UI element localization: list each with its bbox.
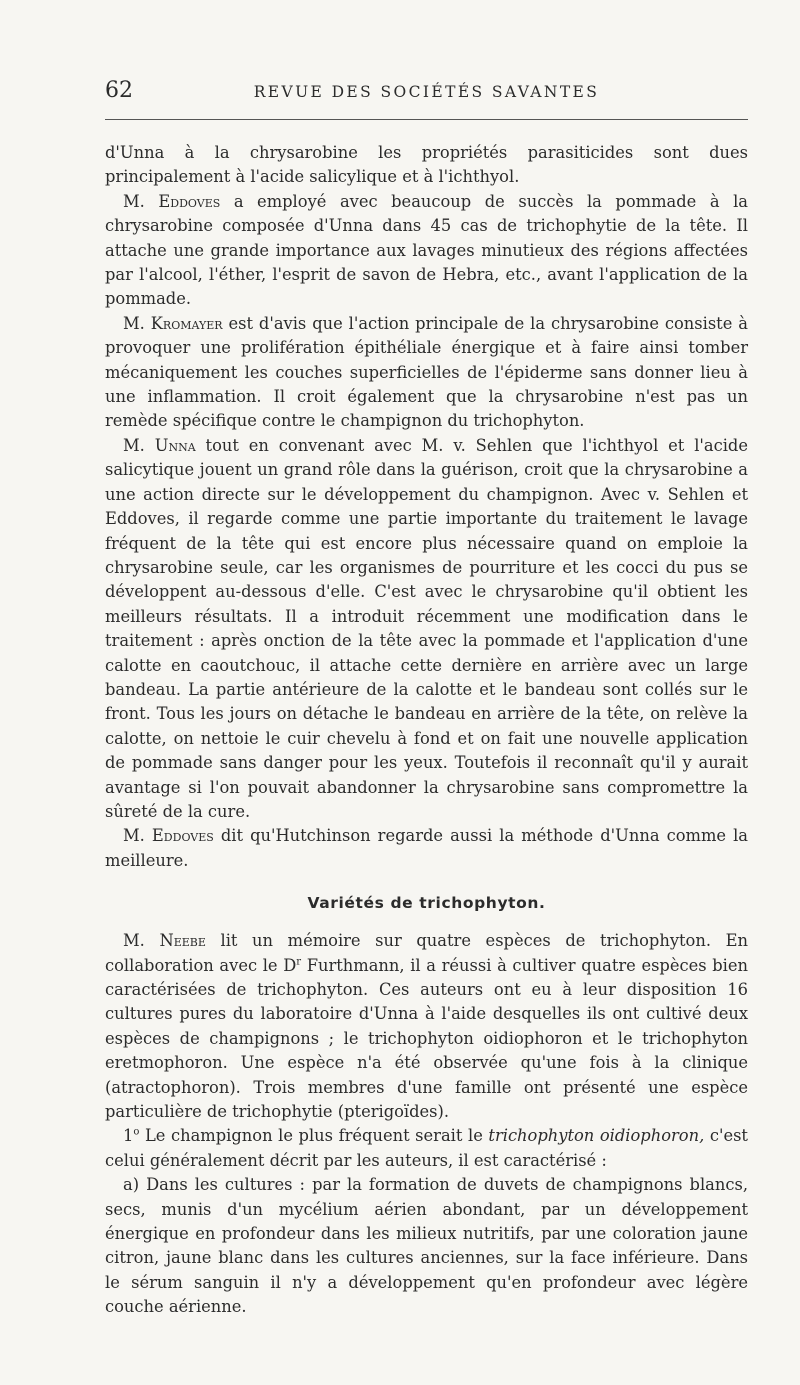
- header-rule: [105, 119, 748, 120]
- person-name: Neebe: [159, 931, 206, 951]
- paragraph: [105, 434, 748, 825]
- paragraph-text: tout en convenant avec M. v. Sehlen que l'ichthyol et l'acide salicytique jouent un grand rôle dans la guérison, croit que la chrysarobine a une action directe sur le développement du champignon. Avec v. Sehlen et Eddoves, il regarde comme une partie importante du traitement le lavage fréquent de la tête qui est encore plus nécessaire quand on emploie la chrysarobine seule, car les organismes de pourriture et les cocci du pus se développent au-dessous d'elle. C'est avec le chrysarobine qu'il obtient les meilleurs résultats. Il a introduit récemment une modification dans le traitement : après onction de la tête avec la pommade et l'application d'une calotte en caoutchouc, il attache cette dernière en arrière avec un large bandeau. La partie antérieure de la calotte et le bandeau sont collés sur le front. Tous les jours on détache le bandeau en arrière de la tête, on relève la calotte, on nettoie le cuir chevelu à fond et on fait une nouvelle application de pommade sans danger pour les yeux. Toutefois il reconnaît qu'il y aurait avantage si l'on pouvait abandonner la chrysarobine sans compromettre la sûreté de la cure.: [105, 435, 748, 821]
- superscript: o: [133, 1127, 140, 1139]
- paragraph: [105, 141, 748, 190]
- paragraph-text: lit un mémoire sur quatre espèces de trichophyton. En collaboration avec le D: [105, 931, 748, 975]
- paragraph: [105, 1124, 748, 1173]
- species-name: trichophyton oidiophoron,: [488, 1126, 705, 1146]
- paragraph-text: d'Unna à la chrysarobine les propriétés parasiticides sont dues principalement à l'acide salicylique et à l'ichthyol.: [105, 143, 748, 187]
- person-name: Kromayer: [150, 313, 223, 333]
- body-text: [105, 141, 748, 1320]
- paragraph-text: a) Dans les cultures : par la formation de duvets de champignons blancs, secs, munis d'un mycélium aérien abondant, par un développement énergique en profondeur dans les milieux nutritifs, par une coloration jaune citron, jaune blanc dans les cultures anciennes, sur la face inférieure. Dans le sérum sanguin il n'y a développement qu'en profondeur avec légère couche aérienne.: [105, 1175, 748, 1317]
- paragraph: [105, 190, 748, 312]
- person-name: Eddoves: [158, 191, 221, 211]
- paragraph-text: Furthmann, il a réussi à cultiver quatre espèces bien caractérisées de trichophyton. Ces auteurs ont eu à leur disposition 16 cultures pures du laboratoire d'Unna à l'aide desquelles ils ont cultivé deux espèces de champignons ; le trichophyton oidiophoron et le trichophyton eretmophoron. Une espèce n'a été observée qu'une fois à la clinique (atractophoron). Trois membres d'une famille ont présenté une espèce particulière de trichophytie (pterigoïdes).: [105, 955, 748, 1122]
- honorific: M.: [123, 826, 145, 846]
- paragraph-text: Le champignon le plus fréquent serait le: [144, 1126, 483, 1146]
- honorific: M.: [123, 191, 145, 211]
- paragraph-text: c'est celui généralement décrit par les auteurs, il est caractérisé :: [105, 1126, 748, 1170]
- running-title: REVUE DES SOCIÉTÉS SAVANTES: [253, 83, 600, 101]
- paragraph: [105, 929, 748, 1124]
- paragraph: [105, 1173, 748, 1319]
- honorific: M.: [123, 313, 145, 333]
- person-name: Eddoves: [151, 826, 214, 846]
- item-number: 1: [123, 1126, 134, 1146]
- section-heading: Variétés de trichophyton.: [307, 894, 546, 913]
- superscript: r: [296, 956, 302, 968]
- person-name: Unna: [154, 435, 196, 455]
- honorific: M.: [123, 435, 145, 455]
- paragraph: [105, 824, 748, 873]
- paragraph-text: a employé avec beaucoup de succès la pommade à la chrysarobine composée d'Unna dans 45 cas de trichophytie de la tête. Il attache une grande importance aux lavages minutieux des régions affectées par l'alcool, l'éther, l'esprit de savon de Hebra, etc., avant l'application de la pommade.: [105, 191, 748, 309]
- honorific: M.: [123, 931, 145, 951]
- paragraph-text: est d'avis que l'action principale de la chrysarobine consiste à provoquer une prolifération épithéliale énergique et à faire ainsi tomber mécaniquement les couches superficielles de l'épiderme sans donner lieu à une inflammation. Il croit également que la chrysarobine n'est pas un remède spécifique contre le champignon du trichophyton.: [105, 313, 748, 431]
- paragraph-text: dit qu'Hutchinson regarde aussi la méthode d'Unna comme la meilleure.: [105, 826, 748, 870]
- page-header: [105, 80, 748, 106]
- page-number: 62: [105, 78, 133, 103]
- paragraph: [105, 312, 748, 434]
